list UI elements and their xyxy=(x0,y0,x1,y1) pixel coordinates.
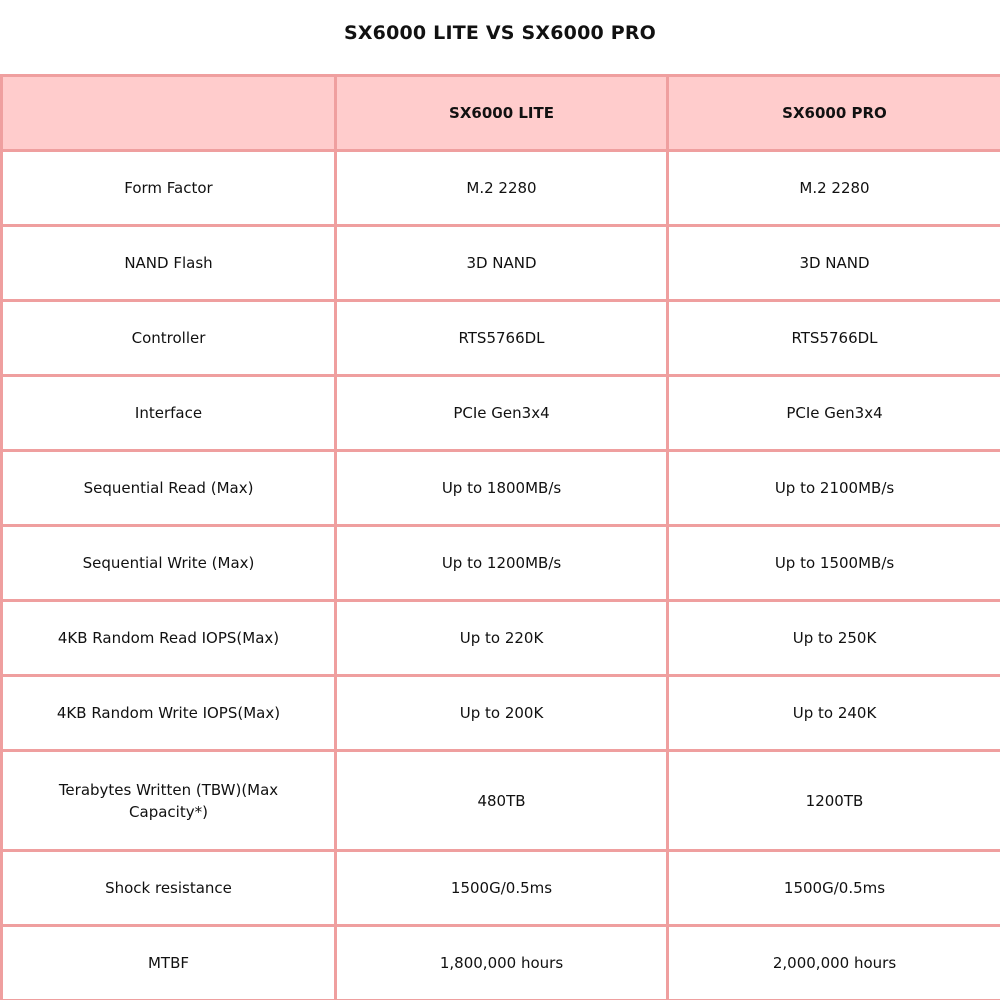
pro-value: Up to 250K xyxy=(668,601,1000,676)
row-label: 4KB Random Read IOPS(Max) xyxy=(2,601,336,676)
pro-value: 1200TB xyxy=(668,751,1000,851)
table-row xyxy=(2,226,1000,301)
table-row xyxy=(2,751,1000,851)
pro-value: Up to 1500MB/s xyxy=(668,526,1000,601)
lite-value: M.2 2280 xyxy=(336,151,668,226)
row-label: 4KB Random Write IOPS(Max) xyxy=(2,676,336,751)
lite-value: 480TB xyxy=(336,751,668,851)
table-row xyxy=(2,151,1000,226)
pro-value: 2,000,000 hours xyxy=(668,926,1000,1000)
lite-value: Up to 200K xyxy=(336,676,668,751)
pro-value: Up to 2100MB/s xyxy=(668,451,1000,526)
lite-value: Up to 220K xyxy=(336,601,668,676)
row-label: MTBF xyxy=(2,926,336,1000)
table-row xyxy=(2,376,1000,451)
pro-value: 3D NAND xyxy=(668,226,1000,301)
row-label: Form Factor xyxy=(2,151,336,226)
lite-value: PCIe Gen3x4 xyxy=(336,376,668,451)
lite-value: RTS5766DL xyxy=(336,301,668,376)
lite-value: 1500G/0.5ms xyxy=(336,851,668,926)
row-label: Terabytes Written (TBW)(Max Capacity*) xyxy=(2,751,336,851)
pro-value: M.2 2280 xyxy=(668,151,1000,226)
lite-value: Up to 1800MB/s xyxy=(336,451,668,526)
row-label: Sequential Read (Max) xyxy=(2,451,336,526)
header-cell-label xyxy=(2,76,336,151)
table-row xyxy=(2,926,1000,1000)
comparison-table xyxy=(0,74,1000,1000)
table-header-row xyxy=(2,76,1000,151)
row-label: Sequential Write (Max) xyxy=(2,526,336,601)
header-cell-lite: SX6000 LITE xyxy=(336,76,668,151)
pro-value: PCIe Gen3x4 xyxy=(668,376,1000,451)
table-row xyxy=(2,451,1000,526)
table-row xyxy=(2,676,1000,751)
lite-value: 3D NAND xyxy=(336,226,668,301)
table-row xyxy=(2,601,1000,676)
pro-value: RTS5766DL xyxy=(668,301,1000,376)
lite-value: Up to 1200MB/s xyxy=(336,526,668,601)
table-row xyxy=(2,526,1000,601)
pro-value: 1500G/0.5ms xyxy=(668,851,1000,926)
page-title: SX6000 LITE VS SX6000 PRO xyxy=(343,22,657,44)
row-label: Shock resistance xyxy=(2,851,336,926)
row-label: Interface xyxy=(2,376,336,451)
header-cell-pro: SX6000 PRO xyxy=(668,76,1000,151)
table-row xyxy=(2,851,1000,926)
table-row xyxy=(2,301,1000,376)
row-label: NAND Flash xyxy=(2,226,336,301)
row-label: Controller xyxy=(2,301,336,376)
pro-value: Up to 240K xyxy=(668,676,1000,751)
lite-value: 1,800,000 hours xyxy=(336,926,668,1000)
